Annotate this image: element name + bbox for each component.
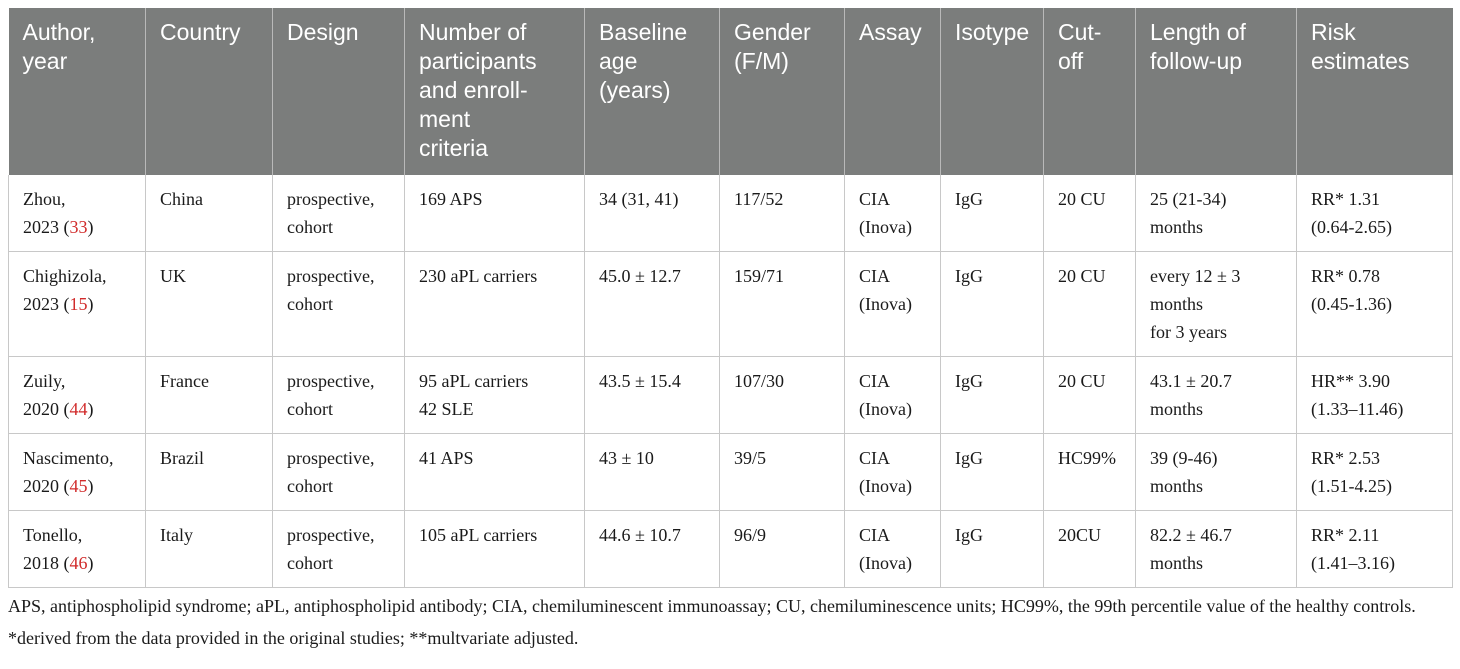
- column-header-isotype: Isotype: [941, 8, 1044, 175]
- cell-design: prospective, cohort: [273, 434, 405, 511]
- cell-author-year: Tonello, 2018 (46): [9, 511, 146, 588]
- abbreviations-footnote: APS, antiphospholipid syndrome; aPL, antiphospholipid antibody; CIA, chemiluminescent immunoassay; CU, chemiluminescence units; HC99%, the 99th percentile value of the healthy controls.: [8, 596, 1416, 616]
- table-container: [8, 8, 1452, 650]
- cell-participants: 169 APS: [405, 175, 585, 252]
- table-row: [9, 357, 1453, 434]
- cell-risk-estimates: HR** 3.90 (1.33–11.46): [1297, 357, 1453, 434]
- column-header-gender: Gender (F/M): [720, 8, 845, 175]
- cell-author-year: Zhou, 2023 (33): [9, 175, 146, 252]
- reference-link[interactable]: 44: [69, 399, 88, 419]
- column-header-follow-up: Length of follow-up: [1136, 8, 1297, 175]
- cell-gender: 39/5: [720, 434, 845, 511]
- column-header-country: Country: [146, 8, 273, 175]
- column-header-cutoff: Cut- off: [1044, 8, 1136, 175]
- cell-isotype: IgG: [941, 175, 1044, 252]
- cell-gender: 159/71: [720, 252, 845, 357]
- cell-cutoff: 20 CU: [1044, 175, 1136, 252]
- cell-author-year: Chighizola, 2023 (15): [9, 252, 146, 357]
- column-header-author-year: Author, year: [9, 8, 146, 175]
- cell-follow-up: 43.1 ± 20.7 months: [1136, 357, 1297, 434]
- cell-baseline-age: 44.6 ± 10.7: [585, 511, 720, 588]
- cell-isotype: IgG: [941, 252, 1044, 357]
- reference-link[interactable]: 45: [69, 476, 88, 496]
- reference-link[interactable]: 33: [69, 217, 88, 237]
- cell-assay: CIA (Inova): [845, 434, 941, 511]
- cell-participants: 41 APS: [405, 434, 585, 511]
- cell-baseline-age: 43 ± 10: [585, 434, 720, 511]
- cell-gender: 107/30: [720, 357, 845, 434]
- cell-author-year: Nascimento, 2020 (45): [9, 434, 146, 511]
- cell-assay: CIA (Inova): [845, 252, 941, 357]
- cell-risk-estimates: RR* 1.31 (0.64-2.65): [1297, 175, 1453, 252]
- cell-isotype: IgG: [941, 434, 1044, 511]
- header-row: [9, 8, 1453, 175]
- cell-follow-up: 25 (21-34) months: [1136, 175, 1297, 252]
- column-header-participants: Number of participants and enroll- ment criteria: [405, 8, 585, 175]
- cell-gender: 117/52: [720, 175, 845, 252]
- cell-cutoff: 20 CU: [1044, 357, 1136, 434]
- cell-follow-up: 82.2 ± 46.7 months: [1136, 511, 1297, 588]
- cell-risk-estimates: RR* 2.53 (1.51-4.25): [1297, 434, 1453, 511]
- cell-country: China: [146, 175, 273, 252]
- cell-design: prospective, cohort: [273, 175, 405, 252]
- cell-baseline-age: 43.5 ± 15.4: [585, 357, 720, 434]
- cell-risk-estimates: RR* 0.78 (0.45-1.36): [1297, 252, 1453, 357]
- cell-country: Brazil: [146, 434, 273, 511]
- cell-risk-estimates: RR* 2.11 (1.41–3.16): [1297, 511, 1453, 588]
- notes-footnote: *derived from the data provided in the original studies; **multvariate adjusted.: [8, 628, 579, 648]
- cell-cutoff: HC99%: [1044, 434, 1136, 511]
- table-row: [9, 252, 1453, 357]
- column-header-design: Design: [273, 8, 405, 175]
- cell-isotype: IgG: [941, 357, 1044, 434]
- cell-assay: CIA (Inova): [845, 175, 941, 252]
- table-body: [9, 175, 1453, 588]
- cell-country: UK: [146, 252, 273, 357]
- table-row: [9, 511, 1453, 588]
- cell-follow-up: every 12 ± 3 months for 3 years: [1136, 252, 1297, 357]
- column-header-assay: Assay: [845, 8, 941, 175]
- cell-design: prospective, cohort: [273, 511, 405, 588]
- table-row: [9, 175, 1453, 252]
- cell-isotype: IgG: [941, 511, 1044, 588]
- column-header-baseline-age: Baseline age (years): [585, 8, 720, 175]
- cell-participants: 230 aPL carriers: [405, 252, 585, 357]
- reference-link[interactable]: 15: [69, 294, 88, 314]
- cell-cutoff: 20 CU: [1044, 252, 1136, 357]
- column-header-risk-estimates: Risk estimates: [1297, 8, 1453, 175]
- cell-baseline-age: 45.0 ± 12.7: [585, 252, 720, 357]
- cell-assay: CIA (Inova): [845, 357, 941, 434]
- cell-author-year: Zuily, 2020 (44): [9, 357, 146, 434]
- table-row: [9, 434, 1453, 511]
- cell-baseline-age: 34 (31, 41): [585, 175, 720, 252]
- cell-design: prospective, cohort: [273, 252, 405, 357]
- cell-gender: 96/9: [720, 511, 845, 588]
- cell-follow-up: 39 (9-46) months: [1136, 434, 1297, 511]
- cell-country: France: [146, 357, 273, 434]
- studies-table: [8, 8, 1453, 588]
- cell-assay: CIA (Inova): [845, 511, 941, 588]
- cell-design: prospective, cohort: [273, 357, 405, 434]
- cell-country: Italy: [146, 511, 273, 588]
- table-footnotes: [8, 594, 1452, 650]
- reference-link[interactable]: 46: [69, 553, 88, 573]
- cell-cutoff: 20CU: [1044, 511, 1136, 588]
- cell-participants: 95 aPL carriers 42 SLE: [405, 357, 585, 434]
- cell-participants: 105 aPL carriers: [405, 511, 585, 588]
